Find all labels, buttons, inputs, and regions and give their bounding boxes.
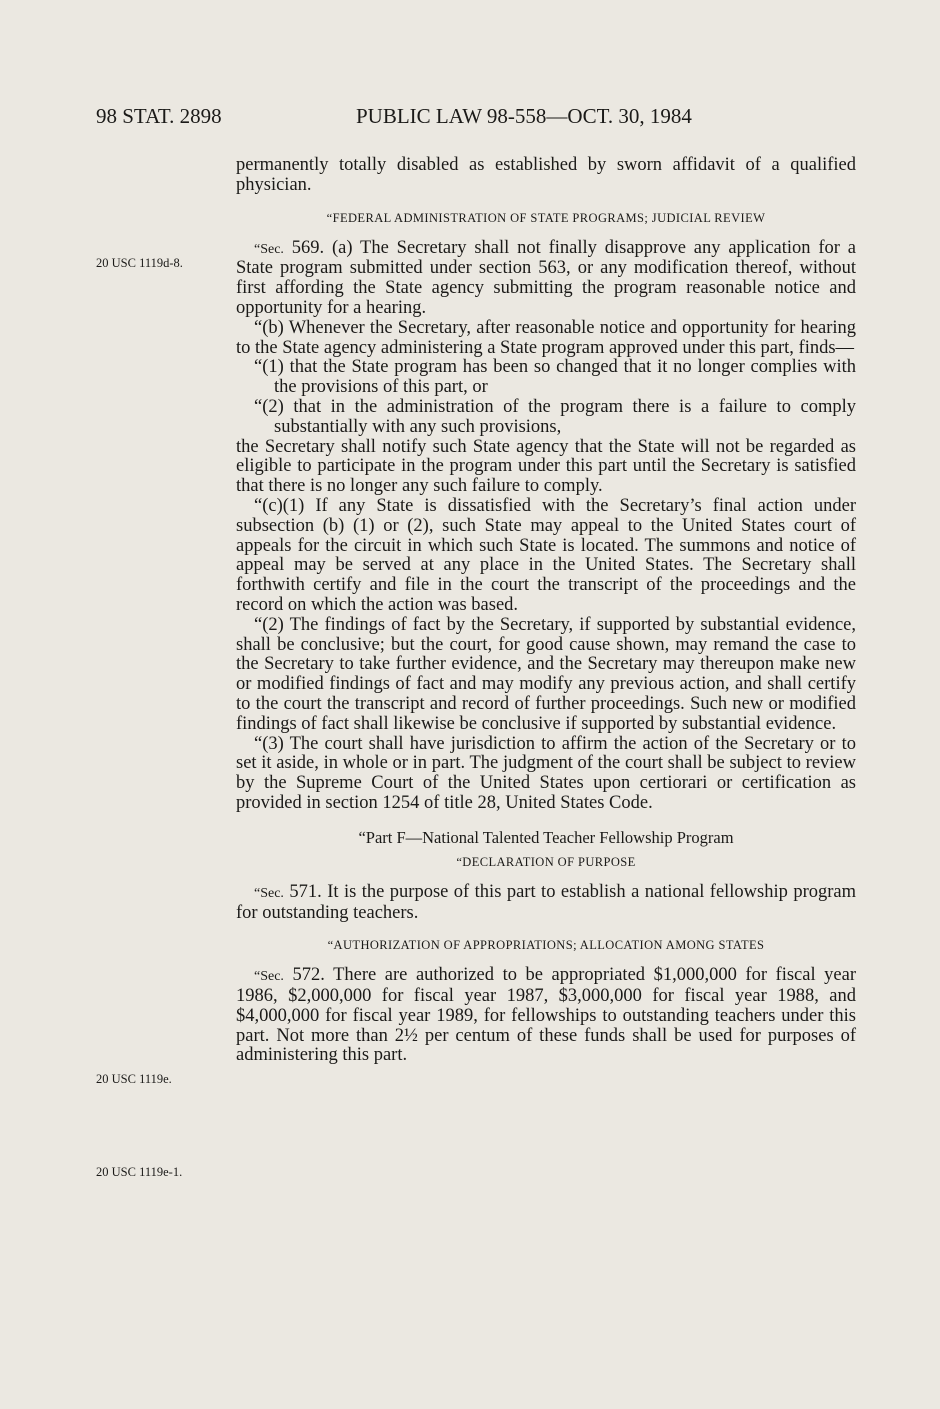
section-571-text: 571. It is the purpose of this part to establish a national fellowship program for outstanding teachers. — [236, 881, 856, 923]
authorization-heading: “AUTHORIZATION OF APPROPRIATIONS; ALLOCATION AMONG STATES — [327, 938, 765, 953]
section-569-b-conclusion: the Secretary shall notify such State agency that the State will not be regarded as eligible to participate in the program under this part until the Secretary is satisfied that there is no longer any such failure to comply. — [236, 436, 856, 497]
statute-body — [236, 156, 856, 1066]
stat-page-number: 98 STAT. 2898 — [96, 104, 222, 128]
sec-label: “Sec. — [254, 241, 284, 257]
section-569-a — [236, 239, 856, 319]
section-572-text: 572. There are authorized to be appropriated $1,000,000 for fiscal year 1986, $2,000,000 for fiscal year 1987, $3,000,000 for fiscal year 1988, and $4,000,000 for fiscal year 1989, for fellowships to outstanding teachers under this part. Not more than 2½ per centum of these funds shall be used for purposes of administering this part. — [236, 965, 856, 1066]
declaration-of-purpose-heading: “DECLARATION OF PURPOSE — [456, 854, 636, 869]
section-569-b-1: “(1) that the State program has been so changed that it no longer complies with the provisions of this part, or — [254, 357, 856, 398]
section-571 — [236, 883, 856, 924]
section-569-a-text: 569. (a) The Secretary shall not finally disapprove any application for a State program submitted under section 563, or any modification thereof, without first affording the State agency submitting the program reasonable notice and opportunity for a hearing. — [236, 237, 856, 318]
section-569-b-2: “(2) that in the administration of the program there is a failure to comply substantially with any such provisions, — [254, 396, 856, 437]
margin-note-sec-572: 20 USC 1119e-1. — [96, 1165, 183, 1179]
section-569-b: “(b) Whenever the Secretary, after reasonable notice and opportunity for hearing to the State agency administering a State program approved under this part, finds— — [236, 317, 856, 358]
continuation-paragraph: permanently totally disabled as established by sworn affidavit of a qualified physician. — [236, 155, 856, 195]
margin-note-sec-571: 20 USC 1119e. — [96, 1072, 172, 1086]
part-f-heading: “Part F—National Talented Teacher Fellowship Program — [358, 827, 734, 847]
section-569-c-3: “(3) The court shall have jurisdiction to affirm the action of the Secretary or to set it aside, in whole or in part. The judgment of the court shall be subject to review by the Supreme Court of the United States upon certiorari or certification as provided in section 1254 of title 28, United States Code. — [236, 733, 856, 813]
section-572 — [236, 966, 856, 1066]
public-law-citation: PUBLIC LAW 98-558—OCT. 30, 1984 — [356, 104, 692, 128]
running-head — [96, 104, 856, 134]
margin-note-sec-569: 20 USC 1119d-8. — [96, 256, 183, 270]
section-569-c-1: “(c)(1) If any State is dissatisfied with the Secretary’s final action under subsection (b) (1) or (2), such State may appeal to the United States court of appeals for the circuit in which such State is located. The summons and notice of appeal may be served at any place in the United States. The Secretary shall forthwith certify and file in the court the transcript of the proceedings and the record on which the action was based. — [236, 495, 856, 615]
section-heading-federal-administration: “FEDERAL ADMINISTRATION OF STATE PROGRAMS; JUDICIAL REVIEW — [326, 210, 766, 225]
sec-label: “Sec. — [254, 969, 284, 985]
section-569-c-2: “(2) The findings of fact by the Secretary, if supported by substantial evidence, shall be conclusive; but the court, for good cause shown, may remand the case to the Secretary to take further evidence, and the Secretary may thereupon make new or modified findings of fact and may modify any previous action, and shall certify to the court the transcript and record of further proceedings. Such new or modified findings of fact shall likewise be conclusive if supported by substantial evidence. — [236, 614, 856, 734]
sec-label: “Sec. — [254, 885, 284, 901]
